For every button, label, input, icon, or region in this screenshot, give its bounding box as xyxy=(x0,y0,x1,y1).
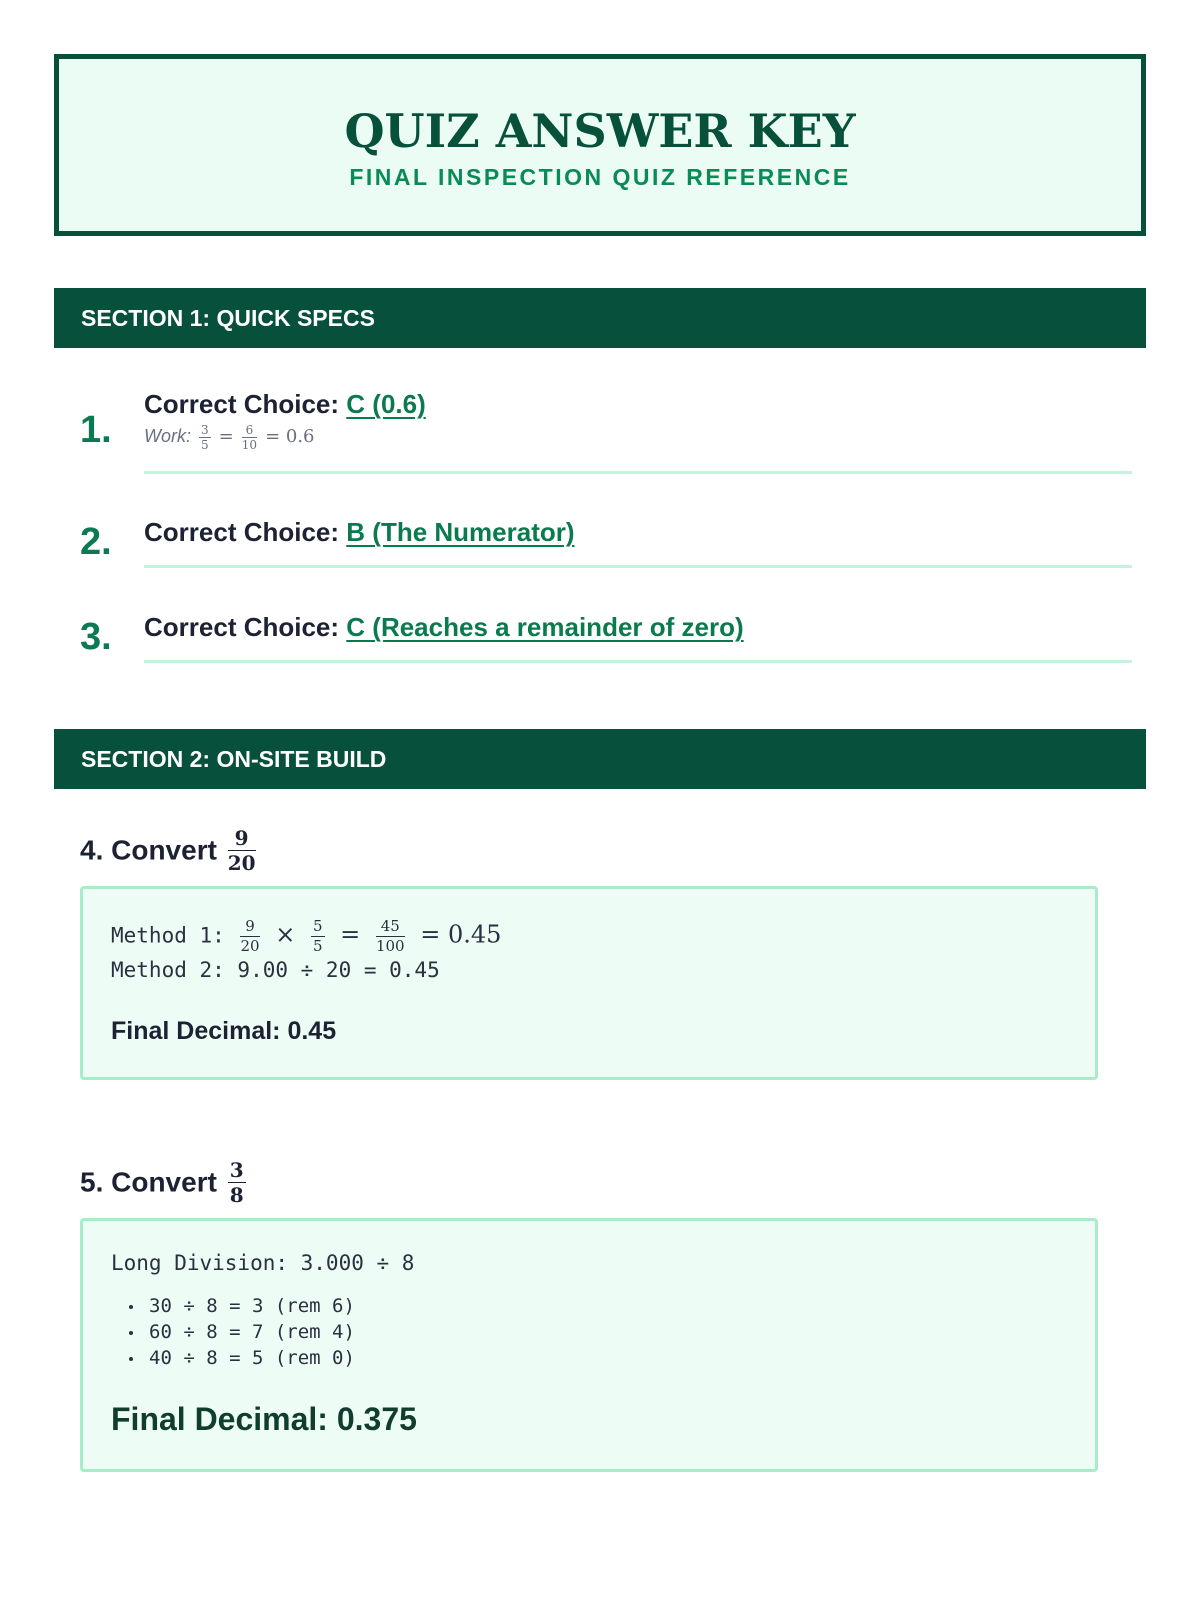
question-4-fraction: $\frac{9}{20}$ xyxy=(227,826,256,875)
method-1-line: Method 1: $\frac{9}{20}$ × $\frac{5}{5}$ = $\frac{45}{100}$ = 0.45 xyxy=(111,917,502,955)
question-4-answer-box xyxy=(80,886,1098,1080)
question-2 xyxy=(80,516,1132,570)
question-answer xyxy=(144,611,1132,663)
division-step: 40 ÷ 8 = 5 (rem 0) xyxy=(111,1345,355,1371)
section-1-header: SECTION 1: QUICK SPECS xyxy=(54,288,1146,348)
question-5-answer-box xyxy=(80,1218,1098,1472)
work-fraction-1: $\frac{3}{5}$ xyxy=(201,422,209,452)
page-title: QUIZ ANSWER KEY xyxy=(344,104,856,158)
question-3 xyxy=(80,611,1132,665)
correct-choice-value: C (0.6) xyxy=(346,389,426,419)
correct-choice-value: B (The Numerator) xyxy=(346,517,575,547)
work-label: Work: xyxy=(144,426,191,446)
header-box xyxy=(54,54,1146,236)
work-fraction-2: $\frac{6}{10}$ xyxy=(241,422,258,452)
question-number: 1. xyxy=(80,409,112,451)
work-line: Work: $\frac{3}{5}$ = $\frac{6}{10}$ = 0.6 xyxy=(144,422,315,452)
correct-choice-label: Correct Choice: xyxy=(144,389,340,419)
section-2-header: SECTION 2: ON-SITE BUILD xyxy=(54,729,1146,789)
question-number: 2. xyxy=(80,521,112,563)
question-5-title: 5. Convert $\frac{3}{8}$ xyxy=(80,1158,244,1207)
correct-choice-label: Correct Choice: xyxy=(144,612,340,642)
method-2-line: Method 2: 9.00 ÷ 20 = 0.45 xyxy=(111,958,440,982)
question-1 xyxy=(80,388,1132,474)
question-4-title: 4. Convert $\frac{9}{20}$ xyxy=(80,826,256,875)
page-subtitle: FINAL INSPECTION QUIZ REFERENCE xyxy=(349,164,851,190)
correct-choice-value: C (Reaches a remainder of zero) xyxy=(346,612,744,642)
question-answer xyxy=(144,388,1132,474)
division-steps-list xyxy=(111,1293,355,1371)
long-division-line: Long Division: 3.000 ÷ 8 xyxy=(111,1251,415,1275)
question-number: 3. xyxy=(80,616,112,658)
question-answer xyxy=(144,516,1132,568)
division-step: 60 ÷ 8 = 7 (rem 4) xyxy=(111,1319,355,1345)
division-step: 30 ÷ 8 = 3 (rem 6) xyxy=(111,1293,355,1319)
correct-choice-label: Correct Choice: xyxy=(144,517,340,547)
final-decimal: Final Decimal: 0.375 xyxy=(111,1401,417,1437)
question-5-fraction: $\frac{3}{8}$ xyxy=(229,1158,244,1207)
final-decimal: Final Decimal: 0.45 xyxy=(111,1017,337,1045)
